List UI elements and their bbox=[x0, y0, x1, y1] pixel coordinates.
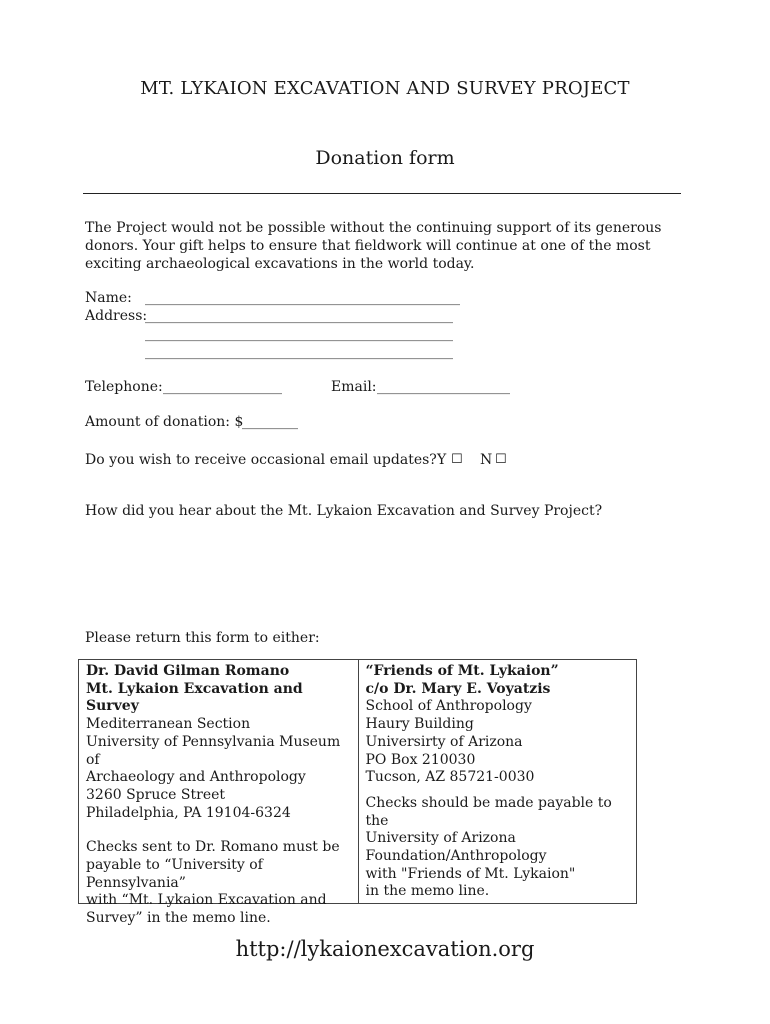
penn-address-line: Mediterranean Section bbox=[86, 716, 251, 733]
updates-no-label: N bbox=[480, 452, 493, 468]
penn-address-line: Archaeology and Anthropology bbox=[86, 769, 306, 786]
updates-yes-label: Y bbox=[437, 452, 447, 468]
return-address-table bbox=[78, 659, 637, 927]
title-divider bbox=[83, 193, 681, 194]
name-label: Name: bbox=[85, 290, 132, 306]
arizona-check-note-line: Foundation/Anthropology bbox=[365, 848, 547, 865]
arizona-address-line: Universirty of Arizona bbox=[365, 733, 523, 750]
updates-no-checkbox[interactable]: ☐ bbox=[495, 452, 507, 467]
penn-addressee-line: Survey bbox=[86, 698, 139, 715]
address-field-line-3[interactable]: ____________________________________________ bbox=[145, 344, 453, 360]
penn-check-note-line: payable to “University of Pennsylvania” bbox=[86, 857, 263, 891]
email-field[interactable]: ___________________ bbox=[377, 379, 510, 395]
arizona-check-note-line: in the memo line. bbox=[365, 883, 490, 900]
donation-amount-label: Amount of donation: $ bbox=[85, 414, 244, 430]
address-field-line-1[interactable]: ____________________________________________ bbox=[145, 308, 453, 324]
return-instructions: Please return this form to either: bbox=[85, 630, 320, 646]
name-field[interactable]: _____________________________________________ bbox=[145, 290, 460, 306]
penn-address-cell bbox=[79, 660, 358, 927]
penn-check-note-line: Survey” in the memo line. bbox=[86, 910, 271, 927]
penn-addressee-line: Mt. Lykaion Excavation and bbox=[86, 680, 303, 697]
intro-paragraph: The Project would not be possible without the continuing support of its generous donors. Your gift helps to ensure that fieldwork will continue at one of the most exciting archaeological excavations in the world today. bbox=[85, 220, 662, 272]
referral-question: How did you hear about the Mt. Lykaion Excavation and Survey Project? bbox=[85, 503, 603, 519]
penn-check-note-line: with “Mt. Lykaion Excavation and bbox=[86, 892, 327, 909]
arizona-address-line: Tucson, AZ 85721-0030 bbox=[365, 769, 535, 786]
page-title: Donation form bbox=[315, 147, 455, 169]
project-header: MT. LYKAION EXCAVATION AND SURVEY PROJECT bbox=[140, 78, 630, 99]
referral-answer-area[interactable] bbox=[85, 524, 685, 624]
telephone-field[interactable]: _________________ bbox=[163, 379, 282, 395]
updates-yes-checkbox[interactable]: ☐ bbox=[451, 452, 463, 467]
arizona-check-note-line: with "Friends of Mt. Lykaion" bbox=[365, 865, 576, 882]
penn-addressee-line: Dr. David Gilman Romano bbox=[86, 663, 290, 679]
arizona-check-note-line: University of Arizona bbox=[365, 830, 516, 847]
address-field-line-2[interactable]: ____________________________________________ bbox=[145, 326, 453, 342]
arizona-addressee-line: “Friends of Mt. Lykaion” bbox=[365, 663, 559, 679]
address-label: Address: bbox=[85, 308, 148, 324]
arizona-address-cell bbox=[358, 660, 637, 903]
telephone-label: Telephone: bbox=[85, 379, 163, 395]
website-link[interactable]: http://lykaionexcavation.org bbox=[235, 937, 535, 961]
arizona-addressee-line: c/o Dr. Mary E. Voyatzis bbox=[365, 680, 551, 697]
arizona-address-line: PO Box 210030 bbox=[365, 751, 476, 768]
penn-address-line: University of Pennsylvania Museum of bbox=[86, 733, 341, 768]
penn-check-note-line: Checks sent to Dr. Romano must be bbox=[86, 839, 340, 856]
donation-amount-field[interactable]: ________ bbox=[242, 414, 298, 430]
penn-address-line: Philadelphia, PA 19104-6324 bbox=[86, 804, 291, 821]
arizona-address-line: Haury Building bbox=[365, 716, 474, 733]
email-updates-question: Do you wish to receive occasional email updates? bbox=[85, 452, 437, 468]
arizona-check-note-line: Checks should be made payable to the bbox=[365, 794, 612, 829]
email-label: Email: bbox=[331, 379, 377, 395]
arizona-address-line: School of Anthropology bbox=[365, 698, 532, 715]
penn-address-line: 3260 Spruce Street bbox=[86, 786, 226, 803]
